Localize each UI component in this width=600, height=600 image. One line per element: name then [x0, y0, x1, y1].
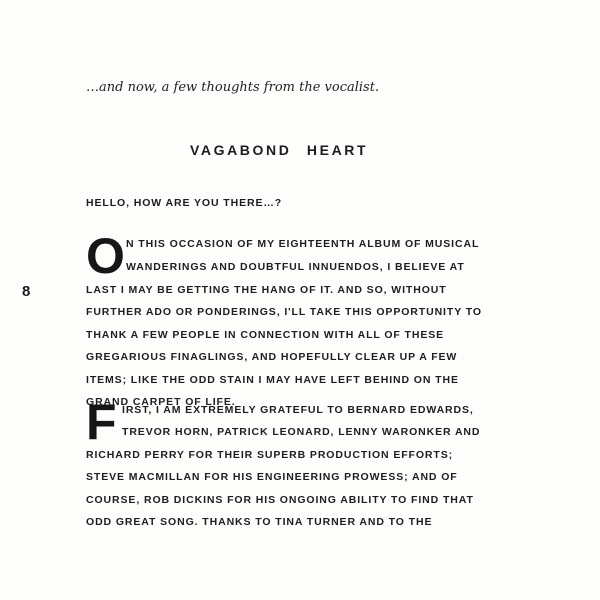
- text-line: GRAND CARPET OF LIFE.: [86, 396, 236, 408]
- text-line: GREGARIOUS FINAGLINGS, AND HOPEFULLY CLEAR UP A FEW: [86, 351, 458, 363]
- drop-cap: O: [86, 228, 125, 284]
- text-line: LAST I MAY BE GETTING THE HANG OF IT. AND SO, WITHOUT: [86, 284, 447, 296]
- text-line: IRST, I AM EXTREMELY GRATEFUL TO BERNARD EDWARDS,: [122, 404, 474, 416]
- text-line: RICHARD PERRY FOR THEIR SUPERB PRODUCTION EFFORTS;: [86, 449, 454, 461]
- text-line: THANK A FEW PEOPLE IN CONNECTION WITH ALL OF THESE: [86, 329, 445, 341]
- text-line: ITEMS; LIKE THE ODD STAIN I MAY HAVE LEFT BEHIND ON THE: [86, 374, 459, 386]
- text-line: WANDERINGS AND DOUBTFUL INNUENDOS, I BELIEVE AT: [126, 261, 465, 273]
- page-number: 8: [22, 283, 31, 300]
- page-title: VAGABOND HEART: [190, 142, 369, 158]
- text-line: COURSE, ROB DICKINS FOR HIS ONGOING ABILITY TO FIND THAT: [86, 494, 474, 506]
- text-line: FURTHER ADO OR PONDERINGS, I'LL TAKE THIS OPPORTUNITY TO: [86, 306, 482, 318]
- drop-cap: F: [86, 394, 117, 450]
- intro-line: …and now, a few thoughts from the vocalist.: [86, 80, 380, 95]
- greeting: HELLO, HOW ARE YOU THERE…?: [86, 197, 283, 209]
- text-line: ODD GREAT SONG. THANKS TO TINA TURNER AND TO THE: [86, 516, 433, 528]
- text-line: N THIS OCCASION OF MY EIGHTEENTH ALBUM OF MUSICAL: [126, 238, 480, 250]
- text-line: TREVOR HORN, PATRICK LEONARD, LENNY WARONKER AND: [122, 426, 481, 438]
- text-line: STEVE MACMILLAN FOR HIS ENGINEERING PROWESS; AND OF: [86, 471, 458, 483]
